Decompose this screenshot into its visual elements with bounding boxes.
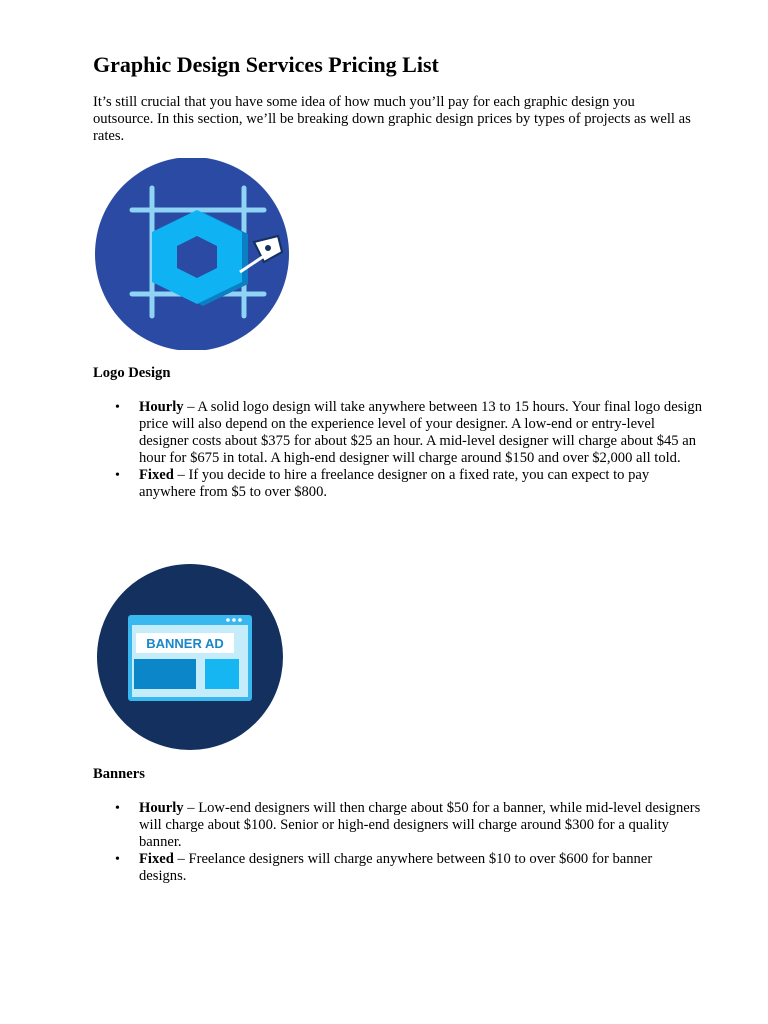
banner-ad-text: BANNER AD bbox=[146, 636, 224, 651]
rate-description: A solid logo design will take anywhere between 13 to 15 hours. Your final logo design price will also depend on the experience level of your designer. A low-end or entry-level designer costs about $375 for about $25 an hour. A mid-level designer will charge about $45 an hour for $675 in total. A high-end designer will charge around $150 and over $2,000 all told. bbox=[139, 399, 703, 466]
bullet-marker: • bbox=[115, 400, 120, 415]
separator: – bbox=[173, 851, 189, 867]
banner-ad-illustration bbox=[90, 563, 290, 751]
bullet-marker: • bbox=[115, 801, 120, 816]
browser-window-icon bbox=[128, 615, 252, 701]
rate-type-label: Fixed bbox=[139, 467, 174, 483]
rate-description: If you decide to hire a freelance designer on a fixed rate, you can expect to pay anywhere from $5 to over $800. bbox=[139, 467, 650, 500]
page-title: Graphic Design Services Pricing List bbox=[93, 52, 439, 77]
section-heading-logo-design: Logo Design bbox=[93, 365, 171, 381]
separator: – bbox=[173, 467, 189, 483]
separator: – bbox=[183, 399, 198, 415]
list-item bbox=[93, 800, 703, 851]
section-heading-banners: Banners bbox=[93, 766, 145, 782]
banners-pricing-list bbox=[93, 800, 703, 885]
bullet-marker: • bbox=[115, 468, 120, 483]
separator: – bbox=[183, 800, 199, 816]
logo-design-pricing-list bbox=[93, 399, 703, 501]
rate-description: Freelance designers will charge anywhere between $10 to over $600 for banner designs. bbox=[139, 851, 653, 884]
rate-type-label: Fixed bbox=[139, 851, 174, 867]
list-item bbox=[93, 467, 703, 501]
logo-design-illustration bbox=[92, 158, 292, 350]
intro-paragraph: It’s still crucial that you have some idea of how much you’ll pay for each graphic design you outsource. In this section, we’ll be breaking down graphic design prices by types of projects as well as rates. bbox=[93, 94, 691, 144]
rate-type-label: Hourly bbox=[139, 800, 184, 816]
list-item bbox=[93, 399, 703, 467]
list-item bbox=[93, 851, 703, 885]
rate-description: Low-end designers will then charge about $50 for a banner, while mid-level designers will charge about $100. Senior or high-end designers will charge around $300 for a quality banner. bbox=[139, 800, 701, 850]
rate-type-label: Hourly bbox=[139, 399, 184, 415]
bullet-marker: • bbox=[115, 852, 120, 867]
